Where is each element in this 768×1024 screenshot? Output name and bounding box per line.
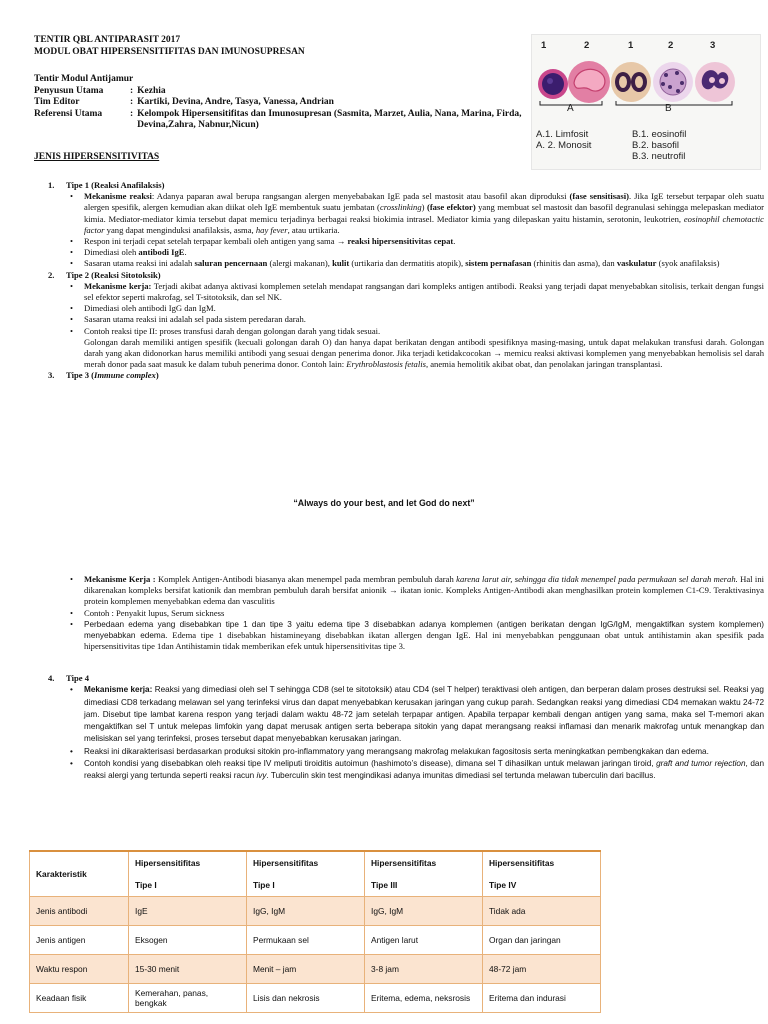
lymphocyte-cell <box>538 69 568 99</box>
neutrophil-cell <box>695 62 735 102</box>
document-header <box>34 34 534 58</box>
credit-key: Tim Editor <box>34 97 80 107</box>
list-item: • Dimediasi oleh antibodi IgE. <box>84 247 764 258</box>
header-cell: Hipersensitifitas Tipe III <box>365 851 483 897</box>
figure-number: 3 <box>710 40 716 51</box>
figure-number: 2 <box>584 40 590 51</box>
table-cell: 15-30 menit <box>129 955 247 984</box>
group-a-label: A <box>567 103 574 114</box>
list-item: • Mekanisme kerja: Terjadi akibat adanya aktivasi komplemen setelah mendapat rangsangan dari kompleks antigen antibodi. Reaksi yang terjadi dapat menyebabkan sitolisis, terkait dengan fungsi sel efektor seperti makrofag, sel T-sitotoksik, dan sel NK. <box>84 281 764 303</box>
legend-item: A.1. Limfosit <box>536 129 589 140</box>
legend-item: A. 2. Monosit <box>536 140 592 151</box>
type-heading: 2. Tipe 2 (Reaksi Sitotoksik) <box>48 269 161 280</box>
credit-row: Penyusun Utama : Kezhia <box>34 85 166 96</box>
list-item: • Mekanisme reaksi: Adanya paparan awal berupa rangsangan alergen menyebabakan IgE pada sel mastosit atau basofil akan diproduksi (fase sensitisasi). Jika IgE tersebut terpapar oleh suatu alergen spesifik, alergen kemudian akan diikat oleh IgE membentuk suatu jembatan (crosslinking) (fase efektor) yang membuat sel mastosit dan basofil degranulasi sehingga melepaskan mediator kimia. Mediator-mediator kimia tersebut dapat memicu terjadinya berbagai reaksi biokimia intrasel. Mediator kimia yang dilepaskan yaitu histamin, serotonin, leukotrien, eosinophil chemotactic factor yang dapat menginduksi anafilaksis, asma, hay fever, atau urtikaria. <box>84 191 764 236</box>
table-cell: Menit – jam <box>247 955 365 984</box>
credit-value: Kezhia <box>137 85 166 96</box>
header-cell: Hipersensitifitas Tipe I <box>247 851 365 897</box>
quote: “Always do your best, and let God do next” <box>293 498 475 508</box>
list-item: • Contoh reaksi tipe II: proses transfusi darah dengan golongan darah yang tidak sesuai. <box>84 326 764 337</box>
monocyte-cell <box>568 61 610 103</box>
table-cell: Eritema dan indurasi <box>483 984 601 1013</box>
table-row <box>30 897 601 926</box>
credit-key: Tentir Modul Antijamur <box>34 74 134 84</box>
figure-number: 1 <box>541 40 547 51</box>
list-item: • Dimediasi oleh antibodi IgG dan IgM. <box>84 303 764 314</box>
header-subtitle: MODUL OBAT HIPERSENSITIFITAS DAN IMUNOSUPRESAN <box>34 47 305 57</box>
legend-item: B.2. basofil <box>632 140 679 151</box>
table-cell: Lisis dan nekrosis <box>247 984 365 1013</box>
header-cell: Karakteristik <box>30 851 129 897</box>
table-cell: Waktu respon <box>30 955 129 984</box>
paragraph: Golongan darah memiliki antigen spesifik (kecuali golongan darah O) dan hanya dapat berikatan dengan antibodi spesifiknya masing-masing, untuk dapat melakukan transfusi darah. Golongan darah yang akan didonorkan harus memiliki antibodi yang sesuai dengan penerima donor. Jika terjadi ketidakcocokan → memicu reaksi aktivasi komplemen yang menyebabkan hemolisis sel darah merah donor pada saat masuk ke dalam tubuh penerima donor. Contoh lain: Erythroblastosis fetalis, anemia hemolitik akibat obat, dan penolakan jaringan transplantasi. <box>84 336 764 370</box>
type2-list <box>48 281 764 337</box>
legend-item: B.3. neutrofil <box>632 151 686 162</box>
header-cell: Hipersensitifitas Tipe I <box>129 851 247 897</box>
type4-list <box>48 684 764 782</box>
table-cell: IgE <box>129 897 247 926</box>
credit-row <box>34 74 534 86</box>
table-cell: Jenis antibodi <box>30 897 129 926</box>
table-cell: Keadaan fisik <box>30 984 129 1013</box>
type-heading: 1. Tipe 1 (Reaksi Anafilaksis) <box>48 180 165 190</box>
table-cell: 3-8 jam <box>365 955 483 984</box>
credits-block <box>34 74 534 132</box>
list-item: • Reaksi ini dikarakterisasi berdasarkan produksi sitokin pro-inflammatory yang merangsang makrofag melakukan fagositosis serta meningkatkan pembengkakan dan edema. <box>84 746 764 758</box>
section-title: JENIS HIPERSENSITIVITAS <box>34 152 160 162</box>
comparison-table <box>29 850 601 1013</box>
credit-row: Referensi Utama : Kelompok Hipersensitifitas dan Imunosupresan (Sasmita, Marzet, Aulia, Nana, Marina, Firda, Devina,Zahra, Nabnur,Nicun) <box>34 109 534 132</box>
type-heading: 4. Tipe 4 <box>48 673 90 683</box>
table-row <box>30 926 601 955</box>
credit-value: Kartiki, Devina, Andre, Tasya, Vanessa, Andrian <box>137 97 334 107</box>
table-row <box>30 984 601 1013</box>
content-part-1 <box>48 180 764 382</box>
table-cell: Jenis antigen <box>30 926 129 955</box>
credit-row: Tim Editor : Kartiki, Devina, Andre, Tasya, Vanessa, Andrian <box>34 97 334 107</box>
list-item: • Contoh kondisi yang disebabkan oleh reaksi tipe IV meliputi tiroiditis autoimun (hashimoto’s disease), dimana sel T dihasilkan untuk melawan jaringan tiroid, graft and tumor rejection, dan reaksi alergi yang tertunda seperti reaksi racun ivy. Tuberculin skin test mengindikasi adanya imunitas dimediasi sel tertunda melawan tuberculin dari bacillus. <box>84 758 764 783</box>
eosinophil-cell <box>611 62 651 102</box>
table-cell: Eksogen <box>129 926 247 955</box>
table-cell: 48-72 jam <box>483 955 601 984</box>
content-part-3 <box>48 673 764 783</box>
type-heading: 3. Tipe 3 (Immune complex) <box>48 370 159 381</box>
list-item: • Sasaran utama reaksi ini adalah saluran pencernaan (alergi makanan), kulit (urtikaria dan dermatitis atopik), sistem pernafasan (rhinitis dan asma), dan vaskulatur (syok anafilaksis) <box>84 258 764 269</box>
list-item: • Respon ini terjadi cepat setelah terpapar kembali oleh antigen yang sama → reaksi hipersensitivitas cepat. <box>84 236 764 247</box>
type1-list <box>48 191 764 269</box>
basophil-cell <box>653 62 693 102</box>
leukocyte-figure <box>531 34 761 170</box>
figure-number: 1 <box>628 40 634 51</box>
list-item: • Sasaran utama reaksi ini adalah sel pada sistem peredaran darah. <box>84 314 764 325</box>
table-cell: Kemerahan, panas, bengkak <box>129 984 247 1013</box>
credit-key: Referensi Utama <box>34 108 103 119</box>
table-cell: IgG, IgM <box>365 897 483 926</box>
credit-key: Penyusun Utama <box>34 85 104 96</box>
content-part-2 <box>48 574 764 652</box>
group-b-label: B <box>665 103 672 114</box>
table-cell: Permukaan sel <box>247 926 365 955</box>
list-item: • Perbedaan edema yang disebabkan tipe 1 dan tipe 3 yaitu edema tipe 3 disebabkan adanya komplemen (antigen berikatan dengan IgG/IgM, mengaktifkan system komplemen) menyebabkan edema. Edema tipe 1 disebabkan histamineyang disebabkan ikatan allergen dengan IgE. Hal ini menyebabkan penggunaan obat untuk antihistamin akan spesifik pada hipersensitivitas tipe 1dan Antihistamin tidak memberikan efek untuk hipersensitivitas tipe 3. <box>84 619 764 653</box>
legend-item: B.1. eosinofil <box>632 129 687 140</box>
table-header-row <box>30 851 601 897</box>
table-row <box>30 955 601 984</box>
header-cell: Hipersensitifitas Tipe IV <box>483 851 601 897</box>
table-cell: Tidak ada <box>483 897 601 926</box>
credit-value: Kelompok Hipersensitifitas dan Imunosupresan (Sasmita, Marzet, Aulia, Nana, Marina, Firda, Devina,Zahra, Nabnur,Nicun) <box>137 108 522 130</box>
table-cell: IgG, IgM <box>247 897 365 926</box>
header-title: TENTIR QBL ANTIPARASIT 2017 <box>34 35 181 45</box>
list-item: • Mekanisme kerja: Reaksi yang dimediasi oleh sel T sehingga CD8 (sel te sitotoksik) atau CD4 (sel T helper) teraktivasi oleh antigen, dan berperan dalam proses destruksi sel. Reaksi yag dimediasi CD8 terkadang melawan sel yang terinfeksi virus dan dapat menyebabkan kerusakan jaringan yang cukup parah. Sedangkan reaksi yang dimediasi CD4 memakan waktu 24-72 jam. Disebut tipe lambat karena respon yang terjadi dalam waktu 48-72 jam setelah terpapar antigen. Apabila terpapar kembali dengan antigen yang sama, maka sel T-memori akan mengaktifkan sel T untuk melepas limfokin yang dapat merusak antigen serta beberapa sitokin yang dapat merangsang reaksi inflamasi dan menarik makrofag untuk menangkap dan melisiskan sel yang terinfeksi, proses tersebut dapat menyebabkan kerusakan jaringan. <box>84 684 764 745</box>
type3-list <box>48 574 764 652</box>
list-item: • Mekanisme Kerja : Komplek Antigen-Antibodi biasanya akan menempel pada membran pembuluh darah karena larut air, sehingga dia tidak menempel pada permukaan sel darah merah. Hal ini dikarenakan kompleks bersifat kationik dan membran pembuluh darah bersifat anionik → ikatan ionic. Kompleks Antigen-Antibodi akan menghasilkan protein komplemen C1-C9. Teraktivasinya protein komplemen menyebabkan edema dan vasculitis <box>84 574 764 608</box>
table-cell: Antigen larut <box>365 926 483 955</box>
table-cell: Organ dan jaringan <box>483 926 601 955</box>
figure-number: 2 <box>668 40 674 51</box>
list-item: • Contoh : Penyakit lupus, Serum sickness <box>84 608 764 619</box>
table-cell: Eritema, edema, neksrosis <box>365 984 483 1013</box>
